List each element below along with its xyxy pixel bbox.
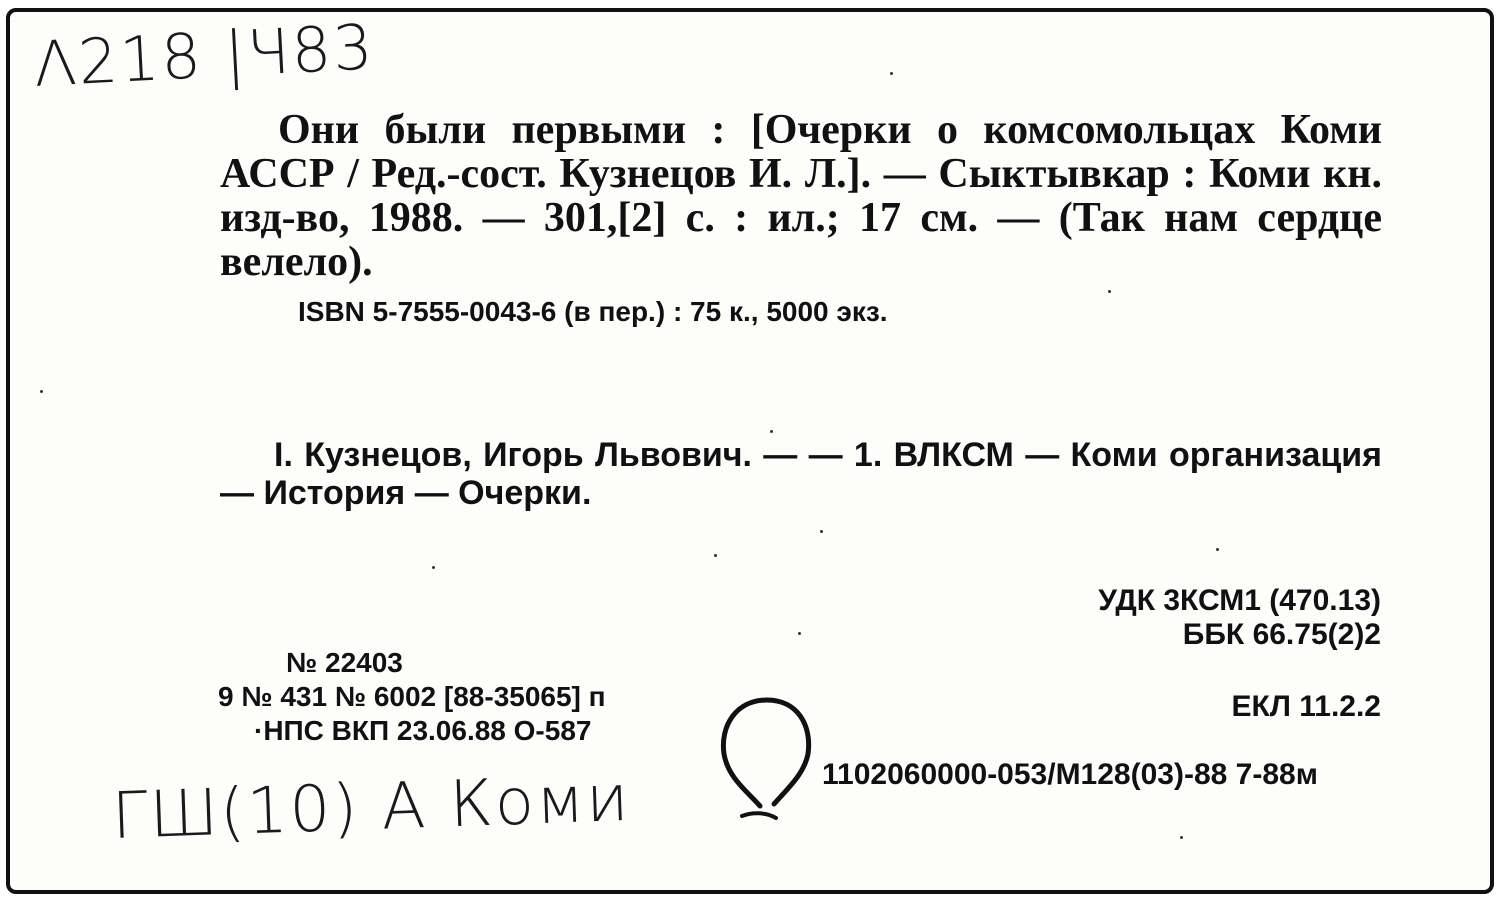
paper-speck bbox=[1180, 836, 1183, 839]
udk-code: УДК 3КСМ1 (470.13) bbox=[1098, 584, 1381, 617]
paper-speck bbox=[820, 530, 823, 533]
bbk-code: ББК 66.75(2)2 bbox=[1182, 618, 1381, 651]
subject-tracings: I. Кузнецов, Игорь Львович. — — 1. ВЛКСМ — Коми организация — История — Очерки. bbox=[220, 436, 1382, 512]
paper-speck bbox=[1108, 290, 1111, 293]
print-info bbox=[218, 646, 606, 748]
classification-codes bbox=[1098, 584, 1381, 652]
handwritten-shelfmark: Λ218 |Ч83 bbox=[32, 10, 377, 101]
paper-speck bbox=[714, 554, 717, 557]
publisher-cipher: 1102060000-053/М128(03)-88 7-88м bbox=[822, 758, 1318, 791]
paper-speck bbox=[798, 632, 801, 635]
bibliographic-entry: Они были первыми : [Очерки о комсомольцах Коми АССР / Ред.-сост. Кузнецов И. Л.]. — Сыктывкар : Коми кн. изд-во, 1988. — 301,[2] с. : ил.; 17 см. — (Так нам сердце велело). bbox=[220, 107, 1382, 285]
card-number: № 22403 bbox=[286, 647, 403, 678]
print-date-line: ·НПС ВКП 23.06.88 О-587 bbox=[254, 715, 592, 746]
paper-speck bbox=[432, 566, 435, 569]
paper-speck bbox=[770, 430, 773, 433]
paper-speck bbox=[890, 72, 893, 75]
isbn-line: ISBN 5-7555-0043-6 (в пер.) : 75 к., 5000 экз. bbox=[298, 296, 888, 327]
paper-speck bbox=[40, 390, 43, 393]
print-info-line: 9 № 431 № 6002 [88-35065] п bbox=[218, 681, 606, 712]
paper-speck bbox=[1216, 548, 1219, 551]
handwritten-note: ГШ(10) А Коми bbox=[110, 761, 632, 854]
ekl-code: ЕКЛ 11.2.2 bbox=[1231, 690, 1381, 723]
copyright-icon bbox=[712, 688, 822, 838]
